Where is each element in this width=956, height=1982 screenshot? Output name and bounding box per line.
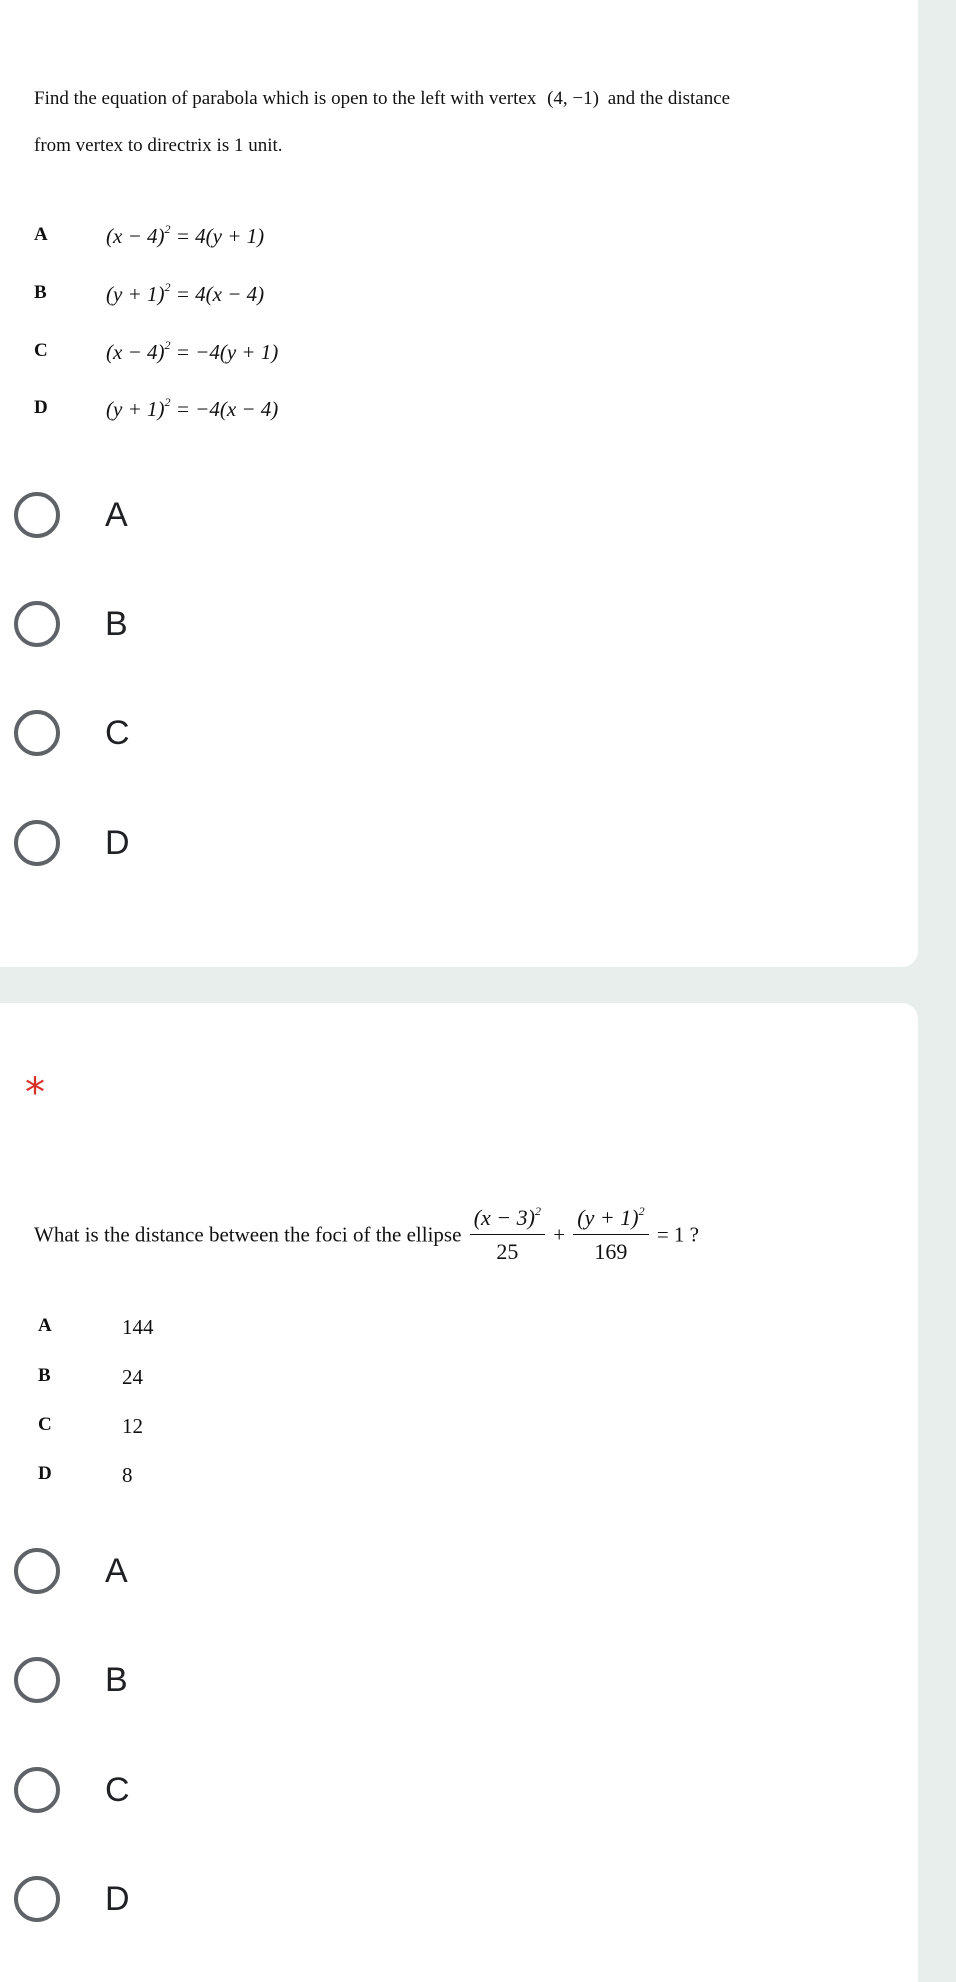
option-letter: D: [38, 1463, 52, 1484]
radio-button[interactable]: [14, 710, 60, 756]
choice-a-q2[interactable]: [14, 1541, 894, 1601]
option-value: 24: [122, 1365, 143, 1389]
equation: $(x - 4)^2 = -4(y + 1)$: [106, 338, 279, 364]
choice-label: D: [105, 823, 130, 862]
option-value: 144: [122, 1315, 154, 1339]
option-letter: A: [38, 1315, 52, 1336]
choice-label: C: [105, 1770, 130, 1809]
radio-button[interactable]: [14, 820, 60, 866]
question-2-text: [34, 1205, 699, 1265]
option-letter: D: [34, 397, 48, 418]
option-letter: A: [34, 224, 48, 245]
question-1-line-2: from vertex to directrix is 1 unit.: [34, 135, 283, 156]
choice-c[interactable]: [14, 703, 894, 763]
option-letter: C: [38, 1414, 52, 1435]
equation: $(y + 1)^2 = 4(x - 4)$: [106, 280, 265, 306]
radio-button[interactable]: [14, 1767, 60, 1813]
choice-b-q2[interactable]: [14, 1650, 894, 1710]
plus-sign: +: [553, 1222, 566, 1247]
choice-label: C: [105, 713, 130, 752]
question-2-prompt: What is the distance between the foci of the ellipse: [34, 1222, 462, 1247]
radio-button[interactable]: [14, 1876, 60, 1922]
choice-label: B: [105, 1660, 128, 1699]
equals-one: = 1 ?: [656, 1222, 699, 1247]
radio-button[interactable]: [14, 601, 60, 647]
option-value: 12: [122, 1414, 143, 1438]
choice-label: B: [105, 604, 128, 643]
choice-b[interactable]: [14, 594, 894, 654]
equation: $(y + 1)^2 = -4(x - 4)$: [106, 395, 279, 421]
equation: $(x - 4)^2 = 4(y + 1)$: [106, 222, 265, 248]
choice-d[interactable]: [14, 813, 894, 873]
choice-c-q2[interactable]: [14, 1760, 894, 1820]
question-card-2: [0, 1003, 918, 1982]
fraction-2: $\frac{(y + 1)^2}{169}$: [573, 1205, 648, 1265]
fraction-1: $\frac{(x - 3)^2}{25}$: [470, 1205, 545, 1265]
radio-button[interactable]: [14, 492, 60, 538]
question-card-1: [0, 0, 918, 967]
option-value: 8: [122, 1463, 133, 1487]
vertex-value: (4, −1): [547, 88, 599, 109]
question-1-text-end: and the distance: [607, 88, 731, 109]
choice-a[interactable]: [14, 485, 894, 545]
option-letter: B: [38, 1365, 51, 1386]
radio-button[interactable]: [14, 1548, 60, 1594]
choice-label: D: [105, 1879, 130, 1918]
question-1-line-1: [34, 88, 730, 111]
choice-label: A: [105, 1551, 128, 1590]
question-1-text: Find the equation of parabola which is open to the left with vertex: [34, 88, 537, 109]
option-letter: B: [34, 282, 47, 303]
choice-d-q2[interactable]: [14, 1869, 894, 1929]
option-letter: C: [34, 340, 48, 361]
radio-button[interactable]: [14, 1657, 60, 1703]
choice-label: A: [105, 495, 128, 534]
required-asterisk: *: [25, 1070, 45, 1116]
